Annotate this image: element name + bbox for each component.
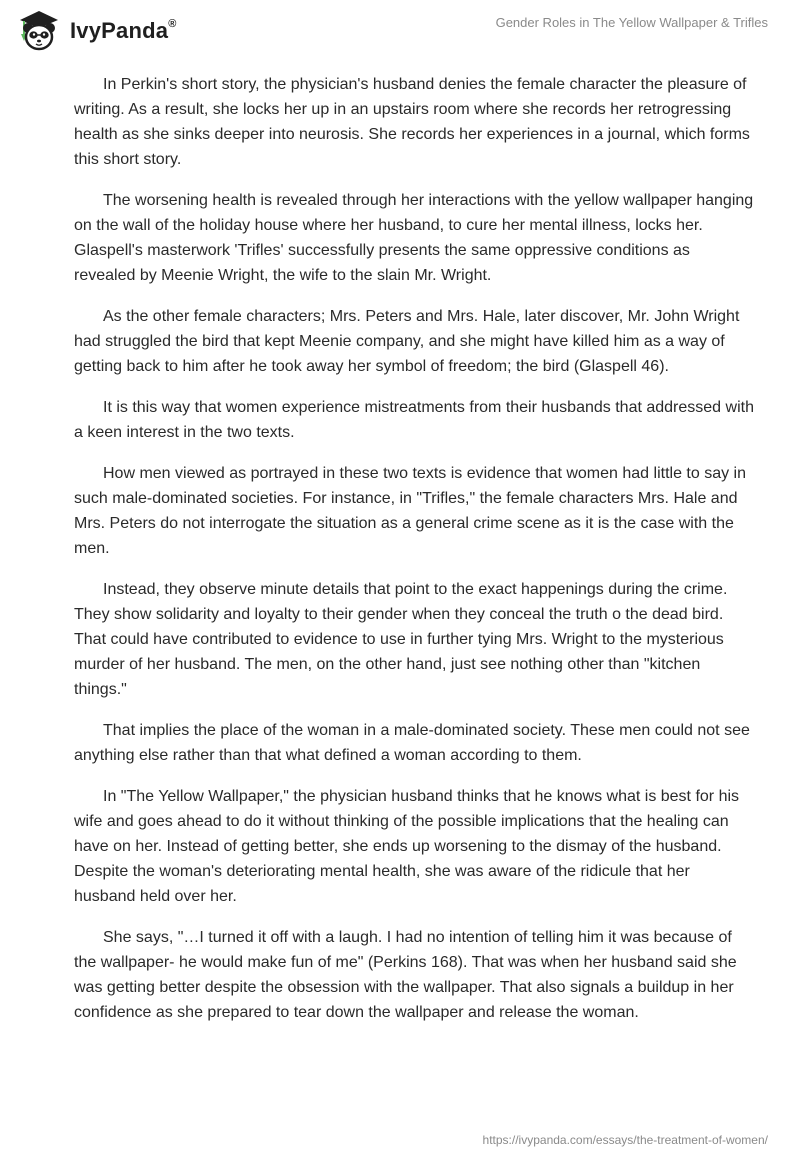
essay-body (74, 72, 754, 1041)
paragraph: In Perkin's short story, the physician's husband denies the female character the pleasure of writing. As a result, she locks her up in an upstairs room where she records her retrogressing health as she sinks deeper into neurosis. She records her experiences in a journal, which forms this short story. (74, 76, 750, 168)
paragraph: That implies the place of the woman in a male-dominated society. These men could not see anything else rather than that what defined a woman according to them. (74, 722, 750, 764)
paragraph: As the other female characters; Mrs. Peters and Mrs. Hale, later discover, Mr. John Wright had struggled the bird that kept Meenie company, and she might have killed him as a way of getting back to him after he took away her symbol of freedom; the bird (Glaspell 46). (74, 308, 740, 375)
paragraph: The worsening health is revealed through her interactions with the yellow wallpaper hanging on the wall of the holiday house where her husband, to cure her mental illness, locks her. Glaspell's masterwork 'Trifles' successfully presents the same oppressive conditions as revealed by Meenie Wright, the wife to the slain Mr. Wright. (74, 192, 754, 284)
page-header (0, 0, 800, 60)
brand-logo[interactable] (16, 7, 177, 53)
source-url[interactable]: https://ivypanda.com/essays/the-treatment-of-women/ (482, 1133, 768, 1147)
paragraph: Instead, they observe minute details that point to the exact happenings during the crime. They show solidarity and loyalty to their gender when they conceal the truth o the dead bird. That could have contributed to evidence to use in further tying Mrs. Wright to the mysterious murder of her husband. The men, on the other hand, just see nothing other than "kitchen things." (74, 581, 728, 698)
paragraph: In "The Yellow Wallpaper," the physician husband thinks that he knows what is best for his wife and goes ahead to do it without thinking of the possible implications that the healing can have on her. Instead of getting better, she ends up worsening to the dismay of the husband. Despite the woman's deteriorating mental health, she was aware of the ridicule that her husband held over her. (74, 788, 740, 905)
paragraph: She says, "…I turned it off with a laugh. I had no intention of telling him it was because of the wallpaper- he would make fun of me" (Perkins 168). That was when her husband said she was getting better despite the obsession with the wallpaper. That also signals a buildup in her confidence as she prepared to tear down the wallpaper and release the woman. (74, 929, 737, 1021)
panda-graduate-icon (16, 8, 62, 52)
registered-mark: ® (168, 17, 177, 30)
brand-name: IvyPanda® (70, 17, 177, 43)
document-title: Gender Roles in The Yellow Wallpaper & Trifles (495, 15, 768, 30)
paragraph: It is this way that women experience mistreatments from their husbands that addressed with a keen interest in the two texts. (74, 399, 754, 441)
paragraph: How men viewed as portrayed in these two texts is evidence that women had little to say in such male-dominated societies. For instance, in "Trifles," the female characters Mrs. Hale and Mrs. Peters do not interrogate the situation as a general crime scene as it is the case with the men. (74, 465, 746, 557)
